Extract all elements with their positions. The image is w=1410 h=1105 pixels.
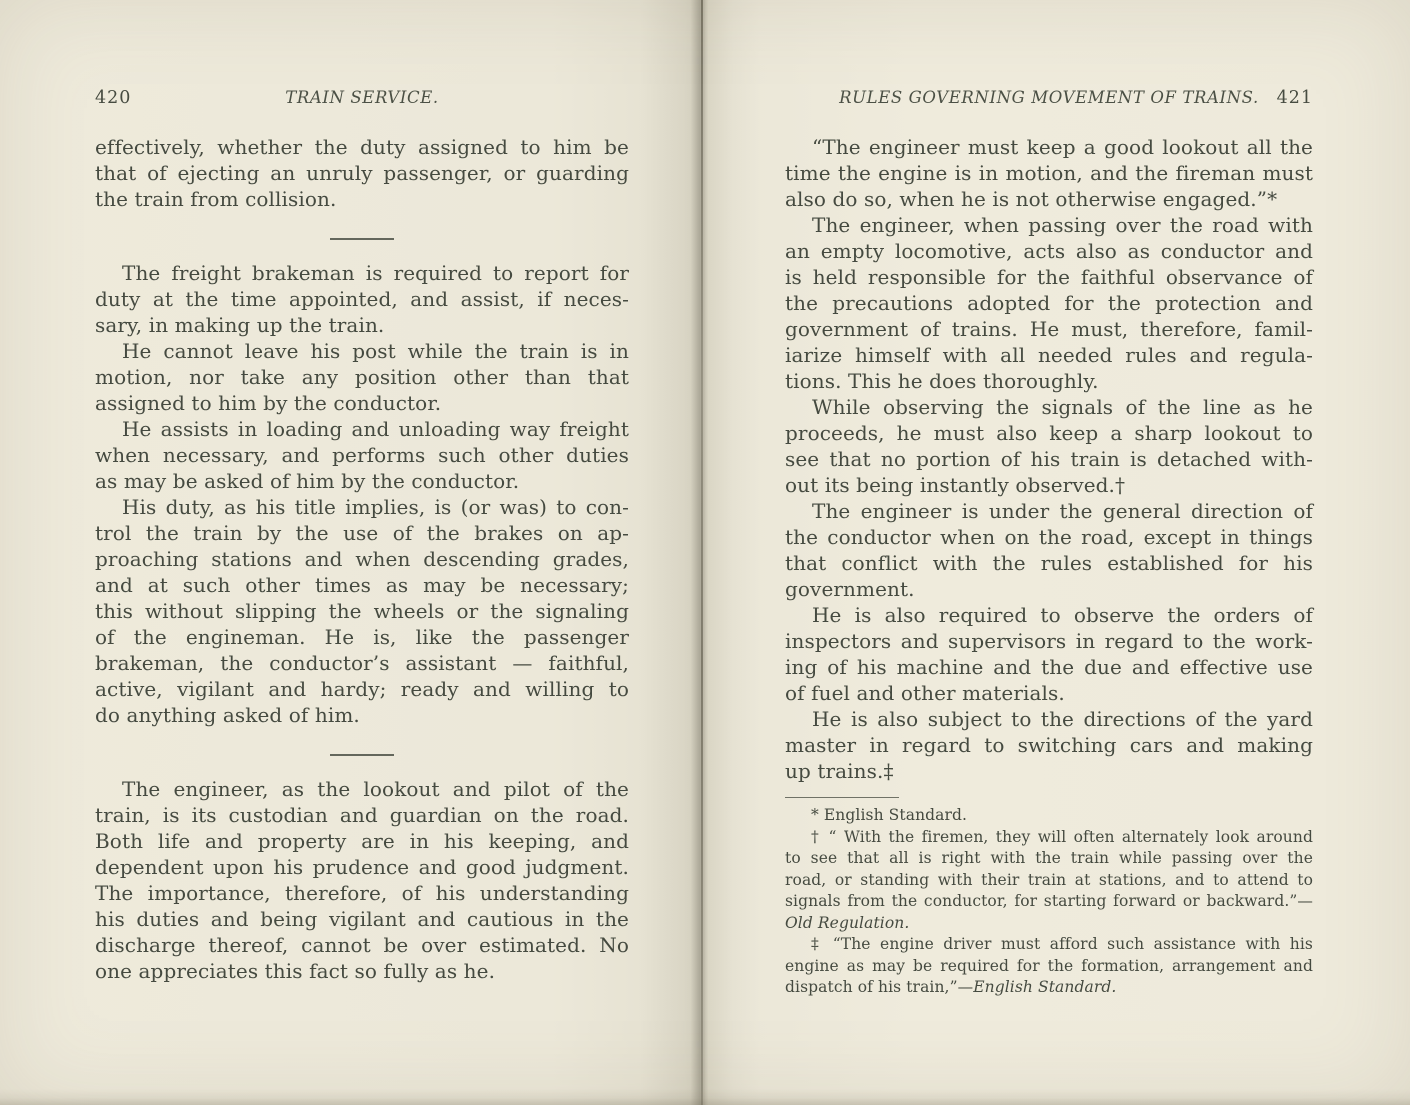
text-line: is held responsible for the faithful observance of: [785, 265, 1313, 289]
text-line: of fuel and other materials.: [785, 681, 1065, 705]
page-number-right: 421: [1276, 88, 1313, 108]
text-line: one appreciates this fact so fully as he.: [95, 959, 496, 983]
text-line: ing of his machine and the due and effective use: [785, 655, 1313, 679]
paragraph: [785, 134, 1313, 212]
text-line: his duties and being vigilant and cautious in the: [95, 907, 629, 931]
footnote-paragraph: [785, 805, 1313, 827]
footnotes-section: [785, 797, 1313, 999]
text-line: engine as may be required for the formation, arrangement and: [785, 956, 1313, 975]
text-line: Both life and property are in his keeping, and: [95, 829, 629, 853]
text-line: government of trains. He must, therefore, famil-: [785, 317, 1313, 341]
text-line: He is also subject to the directions of the yard: [812, 707, 1313, 731]
text-line: proaching stations and when descending grades,: [95, 547, 629, 571]
text-line: trol the train by the use of the brakes on ap-: [95, 521, 629, 545]
text-line: proceeds, he must also keep a sharp lookout to: [785, 421, 1313, 445]
text-line: time the engine is in motion, and the fireman must: [785, 161, 1313, 185]
text-line: effectively, whether the duty assigned to him be: [95, 135, 629, 159]
text-line: the train from collision.: [95, 187, 337, 211]
text-line: The engineer, as the lookout and pilot of the: [122, 777, 629, 801]
paragraph: [95, 776, 629, 984]
paragraph: [785, 498, 1313, 602]
text-line: master in regard to switching cars and making: [785, 733, 1313, 757]
page-header-right: [785, 88, 1313, 110]
text-line: ‡ “The engine driver must afford such assistance with his: [811, 935, 1313, 953]
text-line: this without slipping the wheels or the signaling: [95, 599, 629, 623]
text-line: the precautions adopted for the protection and: [785, 291, 1313, 315]
footnote-paragraph: [785, 827, 1313, 935]
text-line: up trains.‡: [785, 759, 894, 783]
text-line: * English Standard.: [811, 806, 968, 824]
paragraph: [95, 416, 629, 494]
text-line: government.: [785, 577, 915, 601]
paragraph: [785, 602, 1313, 706]
section-divider: [330, 754, 394, 756]
text-line: dependent upon his prudence and good judgment.: [95, 855, 629, 879]
text-line: iarize himself with all needed rules and regula-: [785, 343, 1313, 367]
text-line: out its being instantly observed.†: [785, 473, 1126, 497]
text-line: The engineer is under the general direction of: [812, 499, 1313, 523]
text-line: road, or standing with their train at stations, and to attend to: [785, 870, 1313, 889]
paragraph: [95, 494, 629, 728]
text-line: While observing the signals of the line as he: [812, 395, 1313, 419]
text-line: discharge thereof, cannot be over estimated. No: [95, 933, 629, 957]
text-line: [785, 913, 1313, 935]
paragraph: [785, 212, 1313, 394]
text-segment: dispatch of his train,”—: [785, 978, 974, 996]
footnote-paragraph: [785, 934, 1313, 999]
text-line: train, is its custodian and guardian on the road.: [95, 803, 629, 827]
text-line: when necessary, and performs such other duties: [95, 443, 629, 467]
paragraph: [95, 260, 629, 338]
text-line: “The engineer must keep a good lookout all the: [812, 135, 1313, 159]
text-line: that conflict with the rules established for his: [785, 551, 1313, 575]
text-line: The importance, therefore, of his understanding: [95, 881, 629, 905]
text-line: that of ejecting an unruly passenger, or guarding: [95, 161, 629, 185]
text-line: and at such other times as may be necessary;: [95, 573, 629, 597]
text-line: of the engineman. He is, like the passenger: [95, 625, 629, 649]
italic-text: English Standard.: [973, 978, 1117, 996]
text-line: He assists in loading and unloading way freight: [122, 417, 629, 441]
page-right: [705, 0, 1410, 1105]
text-line: † “ With the firemen, they will often alternately look around: [811, 827, 1313, 846]
text-line: to see that all is right with the train while passing over the: [785, 849, 1313, 867]
paragraph: [95, 134, 629, 212]
text-line: inspectors and supervisors in regard to the work-: [785, 629, 1313, 653]
text-line: do anything asked of him.: [95, 703, 360, 727]
text-line: signals from the conductor, for starting forward or backward.”—: [785, 892, 1313, 910]
text-line: He is also required to observe the orders of: [812, 603, 1313, 627]
paragraph: [95, 338, 629, 416]
text-line: His duty, as his title implies, is (or was) to con-: [122, 495, 629, 519]
page-body-right: [785, 134, 1313, 784]
italic-text: Old Regulation.: [785, 913, 910, 932]
text-line: motion, nor take any position other than that: [95, 365, 629, 389]
text-line: see that no portion of his train is detached with-: [785, 447, 1313, 471]
text-line: brakeman, the conductor’s assistant — faithful,: [95, 651, 629, 675]
text-line: also do so, when he is not otherwise engaged.”*: [785, 187, 1278, 211]
text-line: the conductor when on the road, except in things: [785, 525, 1313, 549]
running-head-right: RULES GOVERNING MOVEMENT OF TRAINS.: [839, 88, 1259, 107]
text-line: He cannot leave his post while the train is in: [122, 339, 629, 363]
paragraph: [785, 706, 1313, 784]
page-header-left: [95, 88, 629, 110]
text-line: duty at the time appointed, and assist, if neces-: [95, 287, 629, 311]
footnote-rule: [785, 797, 899, 798]
text-line: The freight brakeman is required to report for: [122, 261, 629, 285]
text-line: The engineer, when passing over the road with: [812, 213, 1313, 237]
text-line: sary, in making up the train.: [95, 313, 385, 337]
text-line: assigned to him by the conductor.: [95, 391, 442, 415]
text-line: tions. This he does thoroughly.: [785, 369, 1099, 393]
running-head-left: TRAIN SERVICE.: [285, 88, 439, 107]
section-divider: [330, 238, 394, 240]
text-line: active, vigilant and hardy; ready and willing to: [95, 677, 629, 701]
text-line: an empty locomotive, acts also as conductor and: [785, 239, 1313, 263]
text-line: as may be asked of him by the conductor.: [95, 469, 520, 493]
text-line: [785, 977, 1313, 999]
page-number-left: 420: [95, 88, 132, 108]
paragraph: [785, 394, 1313, 498]
page-body-left: [95, 134, 629, 984]
